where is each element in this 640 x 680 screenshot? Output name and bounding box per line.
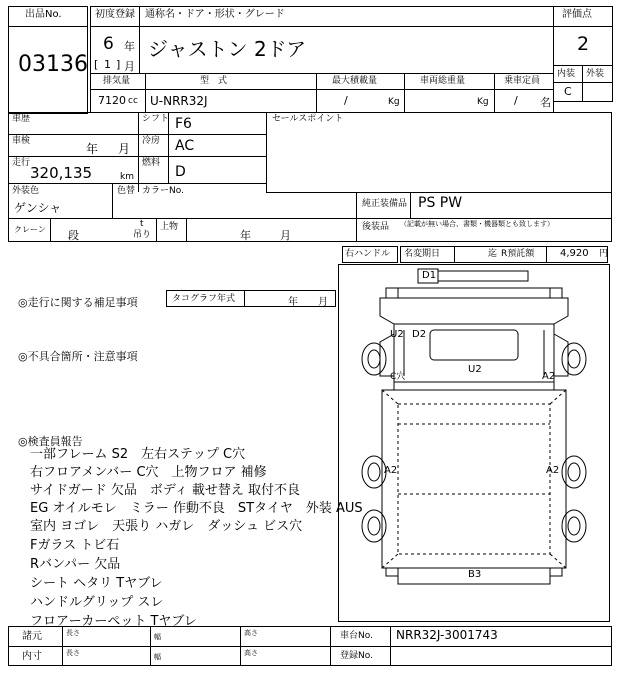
width-label-2: 幅 [154,653,161,661]
diagram-a2-left: A2 [384,465,398,476]
platform-year: 年 [240,229,251,242]
truck-diagram [338,264,610,622]
width-label: 幅 [154,633,161,641]
handle-value: 右ハンドル [345,249,391,259]
tacho-year: 年 [288,297,298,308]
defect-notes-title: ◎不具合箇所・注意事項 [18,350,138,363]
divider [8,156,266,157]
divider [546,246,547,263]
color-label: 外装色 [12,186,40,196]
report-line: ハンドルグリップ スレ [30,595,164,610]
interior-grade: C [564,85,572,98]
equipment-value: PS PW [418,195,463,211]
aftermarket-note: （記載が無い場合、書類・機器類とも致します） [400,220,554,228]
aftermarket-label: 後装品 [362,222,390,232]
divider [8,183,266,184]
color-no-label: 色替 [117,186,136,196]
exterior-grade-box [582,82,613,102]
inspector-report-title: ◎検査員報告 [18,435,83,448]
model-label: 型 式 [200,76,228,86]
crane-hang: 吊り [133,230,152,240]
length-label-2: 長さ [66,649,80,657]
diagram-a2-front-right: A2 [542,371,556,382]
registration-label: 登録No. [340,651,373,661]
diagram-d2: D2 [412,329,427,340]
equipment-label: 純正装備品 [362,199,408,209]
shift-value: F6 [175,116,192,132]
driving-notes-title: ◎走行に関する補足事項 [18,296,138,309]
report-line: 室内 ヨゴレ 天張り ハガレ ダッシュ ビス穴 [30,519,303,534]
reg-year: 6 [103,34,114,54]
tacho-label: タコグラフ年式 [172,294,236,304]
tax-label: 迄 [488,249,498,259]
divider [156,218,157,242]
length-label: 長さ [66,629,80,637]
reg-label: 初度登録 [95,9,135,20]
name-label: 通称名・ドア・形状・グレード [145,9,285,20]
name-change-label: 名変期日 [404,249,441,259]
gross-unit: Kg [477,97,489,107]
history-label: 車歴 [12,114,31,124]
diagram-u2-cab: U2 [390,329,404,340]
divider [186,218,187,242]
load-label: 最大積載量 [332,76,378,86]
report-line: シート ヘタリ Tヤブレ [30,576,163,591]
report-line: フロアーカーペット Tヤブレ [30,614,197,629]
ac-value: AC [175,138,195,154]
divider [266,192,612,193]
divider [8,646,612,647]
shift-label: シフト [142,114,170,124]
displacement-unit: cc [128,96,138,106]
report-line: サイドガード 欠品 ボディ 載せ替え 取付不良 [30,483,301,498]
diagram-u2-roof: U2 [468,364,482,375]
report-line: 右フロアメンバー C穴 上物フロア 補修 [30,465,267,480]
interior-label: 内装 [557,69,576,79]
report-line: EG オイルモレ ミラー 作動不良 STタイヤ 外装 AUS [30,501,363,516]
inspection-year: 年 [86,142,99,156]
reg-month-open: [ [94,58,99,71]
platform-month: 月 [280,229,291,242]
reg-month: 1 [104,58,111,71]
capacity-unit: 名 [540,96,551,109]
model-value: U-NRR32J [150,94,208,108]
reg-month-unit: 月 [124,60,135,73]
shosen-label: 諸元 [22,631,42,642]
inspection-label: 車検 [12,136,31,146]
lot-number: 03136 [18,52,88,77]
diagram-c-hole: C穴 [390,372,406,382]
colorno-label: カラーNo. [142,186,184,196]
displacement-value: 7120 [98,94,126,107]
reg-year-unit: 年 [124,40,135,53]
mileage-label: 走行 [12,158,31,168]
diagram-b3: B3 [468,569,482,580]
car-name: ジャストン 2ドア [148,37,307,61]
naisun-label: 内寸 [22,651,42,662]
chassis-label: 車台No. [340,631,373,641]
diagram-a2-right: A2 [546,465,560,476]
mileage-unit: km [120,172,134,182]
specs-label-row [90,73,554,90]
displacement-label: 排気量 [103,76,131,86]
crane-label: クレーン [14,225,46,234]
divider [410,192,411,218]
divider [240,626,241,666]
divider [244,290,245,307]
report-line: Rバンパー 欠品 [30,557,121,572]
crane-t: t [140,219,144,229]
recycle-value: 4,920 [560,248,589,259]
height-label: 高さ [244,629,258,637]
fuel-label: 燃料 [142,158,161,168]
divider [330,626,331,666]
divider [390,626,391,666]
divider [62,626,63,666]
chassis-value: NRR32J-3001743 [396,628,498,642]
divider [454,246,455,263]
report-line: Fガラス トビ石 [30,538,120,553]
divider [50,218,51,242]
diagram-d1: D1 [422,270,437,281]
inspection-month: 月 [118,142,131,156]
divider [168,134,169,183]
tacho-month: 月 [318,297,328,308]
color-value: ゲンシャ [14,201,62,215]
ac-label: 冷房 [142,136,161,146]
exterior-label: 外装 [586,69,605,79]
divider [112,183,113,218]
height-label-2: 高さ [244,649,258,657]
mileage-value: 320,135 [30,164,93,182]
gross-label: 車両総重量 [420,76,466,86]
eval-label: 評価点 [562,9,592,20]
divider [266,112,267,192]
divider [356,192,357,242]
divider [138,112,139,192]
capacity-label: 乗車定員 [504,76,541,86]
sales-point-label: セールスポイント [272,114,344,124]
divider [150,626,151,666]
load-unit: Kg [388,97,400,107]
recycle-label: R預託額 [501,249,535,259]
recycle-unit: 円 [599,249,609,259]
reg-month-close: ] [116,58,121,71]
load-slash: / [344,94,348,107]
platform-label: 上物 [160,222,179,232]
eval-score: 2 [577,33,590,55]
report-line: 一部フレーム S2 左右ステップ C穴 [30,447,246,462]
crane-step: 段 [68,229,79,242]
divider [8,134,266,135]
capacity-slash: / [514,94,518,107]
fuel-value: D [175,164,186,180]
lot-label: 出品No. [25,9,62,20]
